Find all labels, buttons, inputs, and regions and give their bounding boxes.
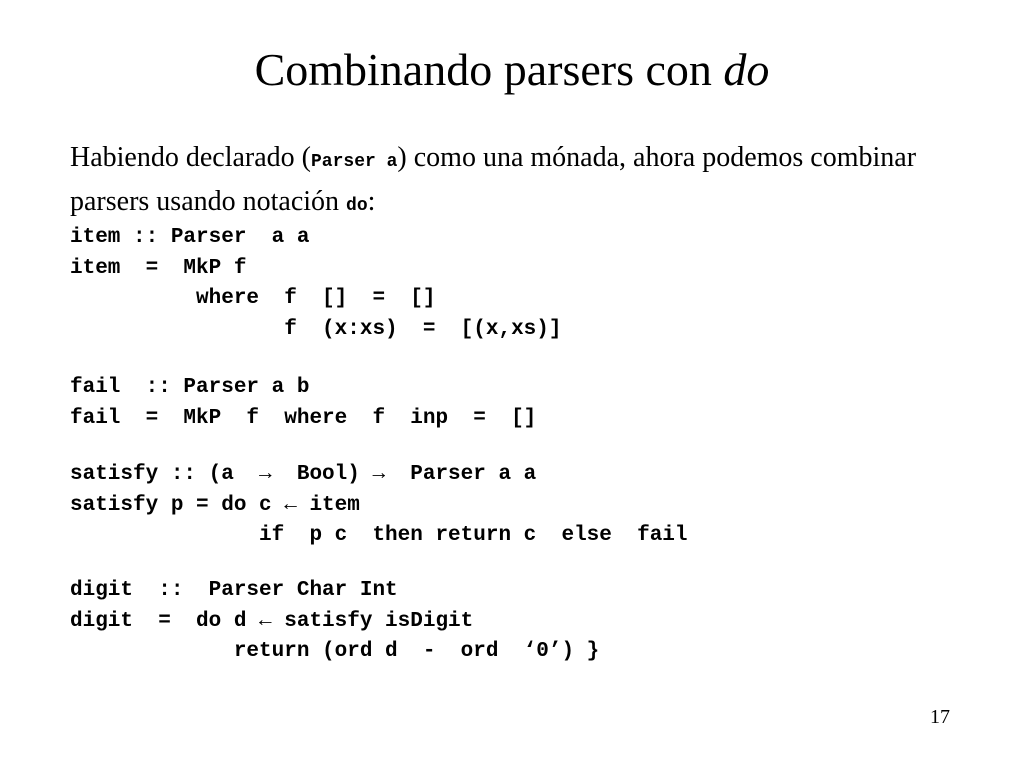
intro-code-parser: Parser a (311, 152, 398, 172)
intro-text-3: : (367, 186, 376, 217)
code-line: fail :: Parser a b (70, 376, 310, 399)
code-line: return (ord d - ord ‘0’) } (70, 640, 600, 663)
title-text: Combinando parsers con (254, 44, 724, 95)
code-line: item :: Parser a a (70, 226, 310, 249)
title-emphasis: do (723, 44, 770, 95)
code-line: digit = do d ← satisfy isDigit (70, 609, 474, 633)
page-number: 17 (930, 706, 950, 728)
code-block-satisfy (70, 460, 688, 552)
code-line: where f [] = [] (70, 287, 436, 310)
code-block-digit (70, 576, 599, 668)
intro-text-1: Habiendo declarado ( (70, 142, 311, 173)
slide-title (0, 40, 1024, 100)
code-line: digit :: Parser Char Int (70, 579, 398, 602)
code-block-item (70, 223, 561, 345)
intro-code-do: do (346, 196, 368, 216)
code-line: f (x:xs) = [(x,xs)] (70, 317, 562, 341)
code-line: item = MkP f (70, 256, 247, 280)
intro-paragraph (70, 138, 990, 226)
code-line: satisfy :: (a → Bool) → Parser a a (70, 463, 537, 486)
code-block-fail (70, 373, 536, 434)
intro-text-2: ) como una mónada, ahora podemos combinar parsers usando notación (70, 142, 917, 217)
code-line: if p c then return c else fail (70, 524, 688, 547)
code-line: fail = MkP f where f inp = [] (70, 406, 537, 430)
code-line: satisfy p = do c ← item (70, 493, 360, 517)
